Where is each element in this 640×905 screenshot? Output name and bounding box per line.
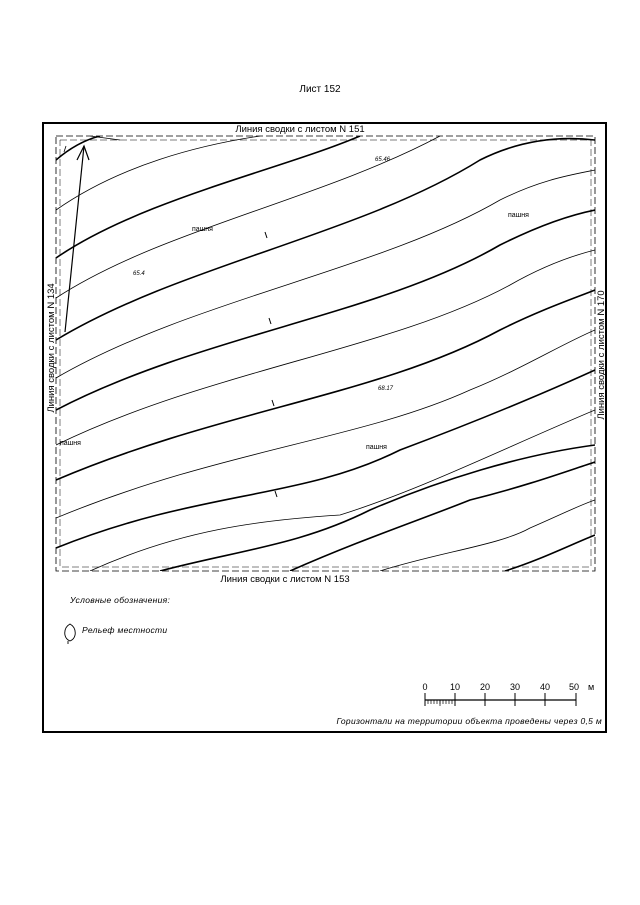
slope-tick bbox=[265, 232, 267, 238]
contour-line bbox=[56, 330, 595, 518]
contour-line bbox=[56, 370, 595, 548]
scale-tick-label: 40 bbox=[539, 682, 551, 692]
scale-tick-label: 20 bbox=[479, 682, 491, 692]
scale-bar bbox=[422, 682, 594, 706]
land-use-label: пашня bbox=[60, 440, 81, 447]
contour-interval-note: Горизонтали на территории объекта проведены через 0,5 м bbox=[336, 716, 602, 726]
land-use-label: пашня bbox=[508, 212, 529, 219]
contour-line bbox=[56, 210, 595, 410]
contour-line bbox=[56, 250, 595, 445]
elevation-mark: 65.46 bbox=[375, 157, 391, 163]
left-junction-label: Линия сводки с листом N 134 bbox=[46, 283, 57, 413]
north-arrow-icon bbox=[64, 146, 89, 332]
scale-tick-label: 0 bbox=[422, 682, 428, 692]
contour-line bbox=[380, 500, 595, 571]
scale-tick-label: 30 bbox=[509, 682, 521, 692]
inner-junction-frame bbox=[60, 140, 591, 567]
contour-line bbox=[56, 139, 595, 340]
scale-unit: м bbox=[588, 682, 595, 692]
elevation-mark: 65.4 bbox=[133, 271, 145, 277]
elevation-mark: 68.17 bbox=[378, 386, 394, 392]
legend-heading: Условные обозначения: bbox=[70, 595, 171, 605]
contour-line bbox=[505, 535, 595, 571]
slope-tick bbox=[269, 318, 271, 324]
slope-tick bbox=[275, 491, 277, 497]
slope-ticks bbox=[265, 232, 277, 497]
relief-icon bbox=[65, 624, 76, 644]
scale-tick-label: 50 bbox=[568, 682, 580, 692]
contour-line bbox=[56, 290, 595, 480]
contour-line bbox=[160, 445, 595, 571]
sheet-title: Лист 152 bbox=[299, 84, 341, 95]
contour-line bbox=[56, 136, 360, 258]
bottom-junction-label: Линия сводки с листом N 153 bbox=[220, 574, 350, 585]
legend-item-label: Рельеф местности bbox=[82, 625, 168, 635]
contour-line bbox=[90, 410, 595, 571]
slope-tick bbox=[272, 400, 274, 406]
junction-frame bbox=[56, 136, 595, 571]
land-use-label: пашня bbox=[192, 226, 213, 233]
contour-lines bbox=[56, 136, 595, 571]
contour-line bbox=[56, 136, 260, 210]
top-junction-label: Линия сводки с листом N 151 bbox=[235, 124, 365, 135]
right-junction-label: Линия сводки с листом N 170 bbox=[596, 290, 607, 420]
land-use-label: пашня bbox=[366, 444, 387, 451]
scale-tick-label: 10 bbox=[449, 682, 461, 692]
contour-line bbox=[56, 136, 100, 160]
